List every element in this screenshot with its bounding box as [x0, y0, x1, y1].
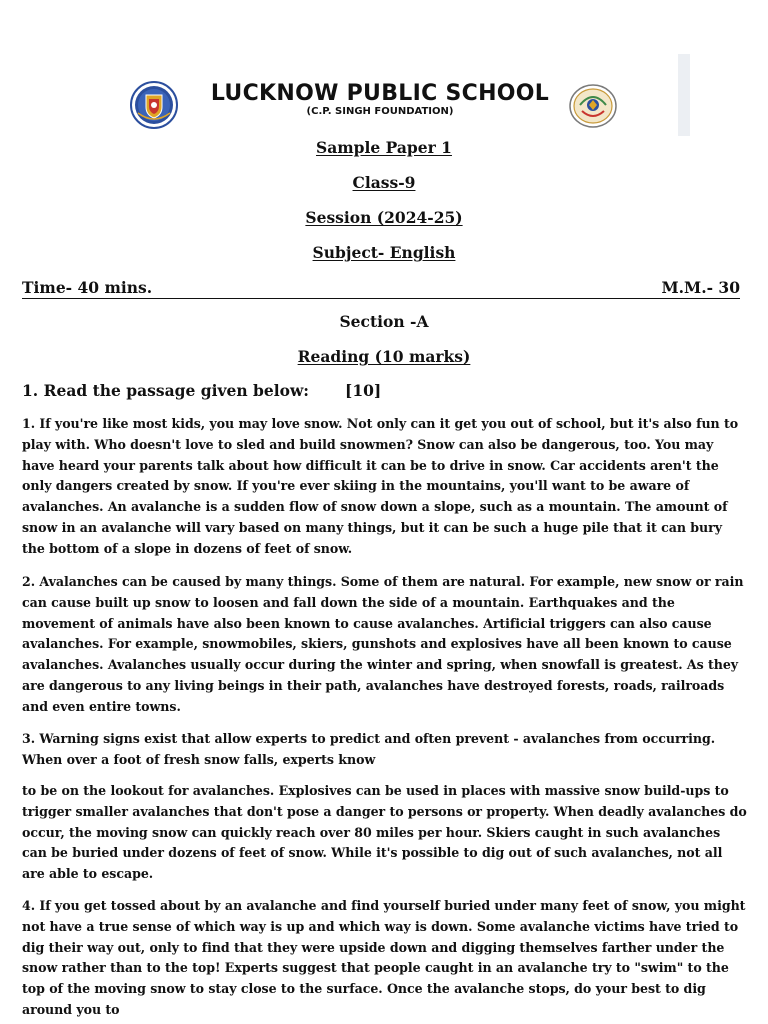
passage-paragraph-3: 3. Warning signs exist that allow experts to predict and often prevent - avalanches from occurring. When over a foot of fresh snow falls, experts know	[22, 731, 716, 767]
paper-title: Sample Paper 1	[316, 138, 452, 157]
school-crest-icon	[130, 81, 178, 129]
class-label: Class-9	[352, 173, 416, 192]
school-name: LUCKNOW PUBLIC SCHOOL	[210, 81, 550, 106]
max-marks-label: M.M.- 30	[661, 278, 740, 297]
section-title: Reading (10 marks)	[297, 347, 471, 366]
time-label: Time- 40 mins.	[22, 278, 153, 297]
question-marks: [10]	[345, 381, 382, 400]
question-text: 1. Read the passage given below:	[22, 381, 310, 400]
passage-paragraph-1: 1. If you're like most kids, you may love snow. Not only can it get you out of school, but it's also fun to play with. Who doesn't love to sled and build snowmen? Snow can also be dangerous, too. You may have heard your parents talk about how difficult it can be to drive in snow. Car accidents aren't the only dangers created by snow. If you're ever skiing in the mountains, you'll want to be aware of avalanches. An avalanche is a sudden flow of snow down a slope, such as a mountain. The amount of snow in an avalanche will vary based on many things, but it can be such a huge pile that it can bury the bottom of a slope in dozens of feet of snow.	[22, 416, 739, 556]
school-header	[128, 78, 624, 136]
question-heading	[22, 381, 381, 401]
passage-paragraph-2: 2. Avalanches can be caused by many things. Some of them are natural. For example, new snow or rain can cause built up snow to loosen and fall down the side of a mountain. Earthquakes and the movement of animals have also been known to cause avalanches. Artificial triggers can also cause avalanches. For example, snowmobiles, skiers, gunshots and explosives have all been known to cause avalanches. Avalanches usually occur during the winter and spring, when snowfall is greatest. As they are dangerous to any living beings in their path, avalanches have destroyed forests, roads, railroads and even entire towns.	[22, 574, 744, 714]
subject-label: Subject- English	[312, 243, 456, 262]
anniversary-emblem-icon	[568, 83, 618, 129]
header-side-bar	[678, 54, 690, 136]
time-marks-row	[22, 278, 740, 299]
passage-paragraph-4: 4. If you get tossed about by an avalanche and find yourself buried under many feet of snow, you might not have a true sense of which way is up and which way is down. Some avalanche victims have tried to dig their way out, only to find that they were upside down and digging themselves farther under the snow rather than to the top! Experts suggest that people caught in an avalanche try to "swim" to the top of the moving snow to stay close to the surface. Once the avalanche stops, do your best to dig around you to	[22, 898, 746, 1017]
session-label: Session (2024-25)	[305, 208, 463, 227]
passage-paragraph-3-continued: to be on the lookout for avalanches. Explosives can be used in places with massive snow build-ups to trigger smaller avalanches that don't pose a danger to persons or property. When deadly avalanches do occur, the moving snow can quickly reach over 80 miles per hour. Skiers caught in such avalanches can be buried under dozens of feet of snow. While it's possible to dig out of such avalanches, not all are able to escape.	[22, 783, 747, 882]
school-foundation: (C.P. SINGH FOUNDATION)	[306, 106, 454, 117]
section-heading: Section -A	[339, 312, 429, 331]
